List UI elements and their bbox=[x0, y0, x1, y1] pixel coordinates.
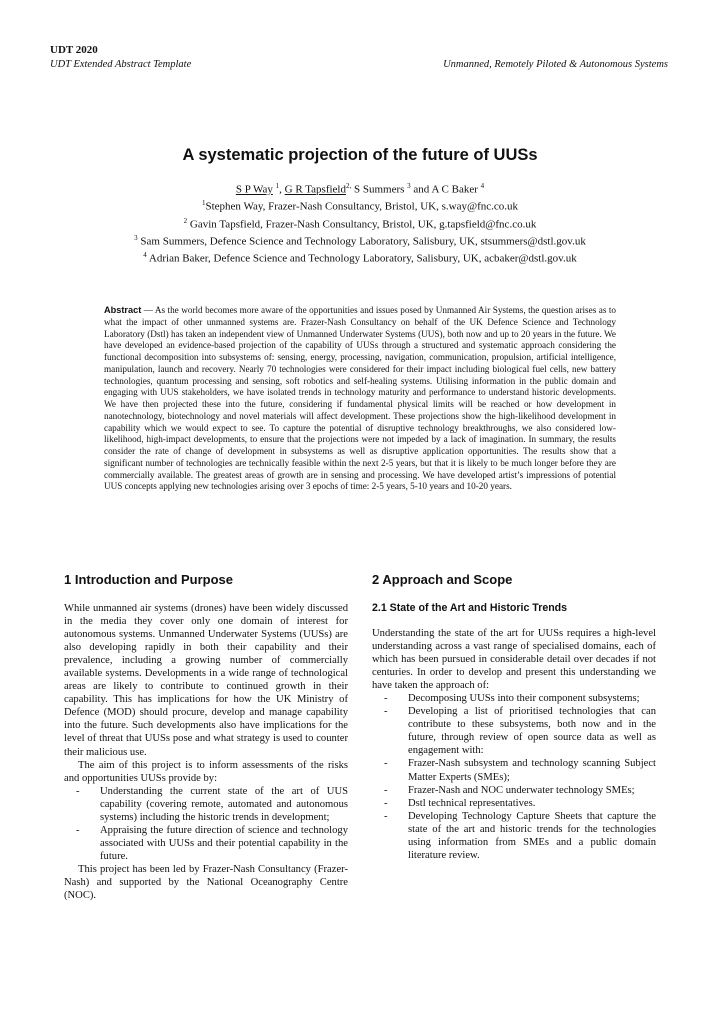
abstract-label: Abstract bbox=[104, 305, 142, 315]
list-item: - Understanding the current state of the art of UUS capability (covering remote, automated and autonomous systems) including the historic trends in development; bbox=[100, 785, 348, 824]
abstract bbox=[104, 305, 616, 493]
list-item: - Frazer-Nash subsystem and technology scanning Subject Matter Experts (SMEs); bbox=[408, 757, 656, 783]
list-item: - Decomposing UUSs into their component subsystems; bbox=[408, 692, 656, 705]
author-block bbox=[60, 180, 660, 266]
affiliation-3 bbox=[60, 232, 660, 249]
template-name: UDT Extended Abstract Template bbox=[50, 59, 192, 70]
list-item: - Developing Technology Capture Sheets that capture the state of the art and historic trends for the technologies using information from SMEs and a public domain literature review. bbox=[408, 810, 656, 862]
author-4-sup: 4 bbox=[480, 182, 485, 190]
affiliation-1 bbox=[60, 197, 660, 214]
section-2-list bbox=[372, 692, 656, 862]
paper-title: A systematic projection of the future of UUSs bbox=[182, 146, 538, 164]
affiliation-2-sup: 2 bbox=[183, 216, 188, 225]
conference-name: UDT 2020 bbox=[50, 44, 98, 56]
affiliation-1-text: Stephen Way, Frazer-Nash Consultancy, Bristol, UK, s.way@fnc.co.uk bbox=[205, 200, 519, 213]
affiliation-3-text: Sam Summers, Defence Science and Technology Laboratory, Salisbury, UK, stsummers@dstl.gov.uk bbox=[137, 235, 586, 248]
section-1-list bbox=[64, 785, 348, 863]
section-2-heading: 2 Approach and Scope bbox=[372, 572, 513, 587]
affiliation-4-text: Adrian Baker, Defence Science and Technology Laboratory, Salisbury, UK, acbaker@dstl.gov.uk bbox=[146, 252, 577, 265]
list-item: - Appraising the future direction of science and technology associated with UUSs and their potential capability in the future. bbox=[100, 824, 348, 863]
section-1-paragraph-3: This project has been led by Frazer-Nash Consultancy (Frazer-Nash) and supported by the National Oceanography Centre (NOC). bbox=[64, 863, 348, 902]
affiliation-4 bbox=[60, 249, 660, 266]
author-2-sup: 2, bbox=[345, 182, 352, 190]
right-column bbox=[372, 572, 656, 862]
author-3-sup: 3 bbox=[407, 182, 411, 190]
author-4: and A C Baker bbox=[410, 183, 478, 196]
section-2-paragraph-1: Understanding the state of the art for UUSs requires a high-level understanding across a vast range of specialised domains, each of which has been pursued in considerable detail over decades if not centuries. In order to develop and present this understanding we have taken the approach of: bbox=[372, 628, 656, 692]
author-3: S Summers bbox=[351, 183, 405, 196]
list-item: - Developing a list of prioritised technologies that can contribute to these subsystems, both now and in the future, through review of open source data as well as engagement with: bbox=[408, 705, 656, 757]
author-sep: , bbox=[279, 183, 285, 196]
affiliation-2-text: Gavin Tapsfield, Frazer-Nash Consultancy, Bristol, UK, g.tapsfield@fnc.co.uk bbox=[187, 218, 537, 231]
affiliation-3-sup: 3 bbox=[134, 233, 138, 242]
left-column bbox=[64, 572, 348, 902]
section-1-heading: 1 Introduction and Purpose bbox=[64, 572, 234, 587]
author-1-sup: 1 bbox=[275, 182, 280, 190]
list-item: - Frazer-Nash and NOC underwater technology SMEs; bbox=[408, 784, 656, 797]
section-1-paragraph-2: The aim of this project is to inform assessments of the risks and opportunities UUSs provide by: bbox=[64, 759, 348, 784]
author-2: G R Tapsfield bbox=[284, 183, 346, 196]
section-2-1-heading: 2.1 State of the Art and Historic Trends bbox=[372, 602, 568, 614]
conference-track: Unmanned, Remotely Piloted & Autonomous Systems bbox=[443, 59, 668, 70]
abstract-text: — As the world becomes more aware of the opportunities and issues posed by Unmanned Air Systems, the question arises as to what the impact of other unmanned systems are. Frazer-Nash Consultancy on behalf of the UK Defence Science and Technology Laboratory (Dstl) has taken an independent view of Unmanned Underwater Systems (UUS), both now and up to 20 years in the future. We have developed an evidence-based projection of the capability of UUSs through a structured and systematic approach considering the functional decomposition into subsystems of: sensing, energy, processing, navigation, communication, propulsion, artificial intelligence, manipulation, launch and recovery. Nearly 70 technologies were considered for their impact including biological fuel cells, new battery technologies, quantum processing and sensing, soft robotics and self-healing systems. Utilising information in the public domain and engaging with UUS stakeholders, we have isolated trends in technology maturity and performance to understand historic developments. We have then projected these into the future, considering if fundamental physical limits will be reached or how development in nanotechnology, biotechnology and novel materials will affect development. These projections show the high-likelihood development in capability which we would expect to see. To capture the potential of disruptive technology breakthroughs, we also considered low-likelihood, high-impact developments, to ensure that the projections were not impeded by a lack of imagination. In summary, the results consider the rate of change of development in subsystems as well as disruptive application opportunities. The results show that a significant number of technologies are technically feasible within the next 2-5 years, but that it is likely to be much longer before they are commercially available. The greatest areas of growth are in sensing and processing. We have developed artist’s impressions of potential UUS concepts applying new technologies arising over 3 epochs of time: 2-5 years, 5-10 years and 10-20 years. bbox=[104, 305, 616, 492]
author-line bbox=[60, 180, 660, 197]
author-1: S P Way bbox=[235, 183, 273, 196]
list-item: - Dstl technical representatives. bbox=[408, 797, 656, 810]
affiliation-2 bbox=[60, 215, 660, 232]
affiliation-1-sup: 1 bbox=[201, 199, 206, 208]
section-1-paragraph-1: While unmanned air systems (drones) have been widely discussed in the media they cover only one domain of interest for autonomous systems. Unmanned Underwater Systems (UUSs) are also developing rapidly in both their capability and their prevalence, including a growing number of commercially available systems. Developments in a wide range of technological areas are likely to contribute to continued growth in their capability. This has implications for how the UK Ministry of Defence (MOD) should procure, develop and manage capability into the future. Such developments also have implications for the level of threat that UUSs pose and what strategy is used to counter their malicious use. bbox=[64, 603, 348, 758]
affiliation-4-sup: 4 bbox=[143, 251, 147, 259]
